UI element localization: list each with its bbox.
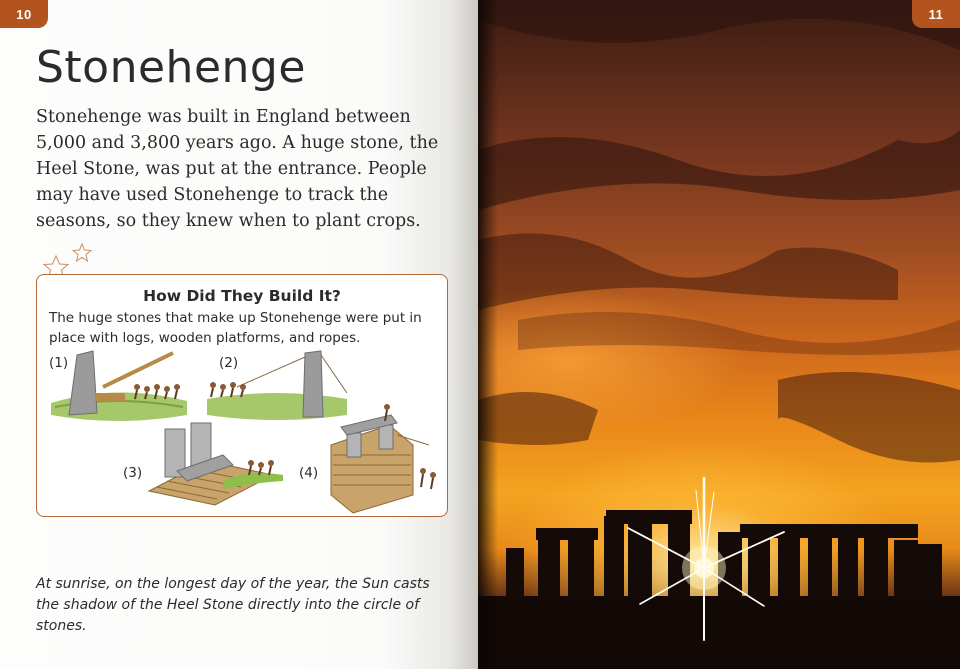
page-number-right: 11 [912, 0, 960, 28]
step-4-illustration [331, 404, 436, 513]
sidebar-text: The huge stones that make up Stonehenge were put in place with logs, wooden platforms, and ropes. [49, 310, 422, 346]
construction-illustration [37, 275, 449, 518]
page-number-left: 10 [0, 0, 48, 28]
step-label-3: (3) [123, 465, 143, 481]
step-label-4: (4) [299, 465, 319, 481]
right-page-photo [478, 0, 960, 669]
step-3-illustration [149, 423, 283, 505]
left-page [0, 0, 478, 669]
photo-caption: At sunrise, on the longest day of the year, the Sun casts the shadow of the Heel Stone directly into the circle of stones. [36, 576, 430, 634]
step-label-1: (1) [49, 355, 69, 371]
intro-paragraph: Stonehenge was built in England between 5,000 and 3,800 years ago. A huge stone, the Heel Stone, was put at the entrance. People may have used Stonehenge to track the seasons, so they knew when to plant crops. [36, 107, 439, 231]
step-1-illustration [51, 351, 187, 421]
step-label-2: (2) [219, 355, 239, 371]
page-title: Stonehenge [36, 42, 306, 93]
how-built-sidebar [36, 274, 448, 517]
book-gutter-shadow [478, 0, 498, 669]
sidebar-heading: How Did They Build It? [143, 287, 341, 305]
sunrise-photo [478, 0, 960, 669]
